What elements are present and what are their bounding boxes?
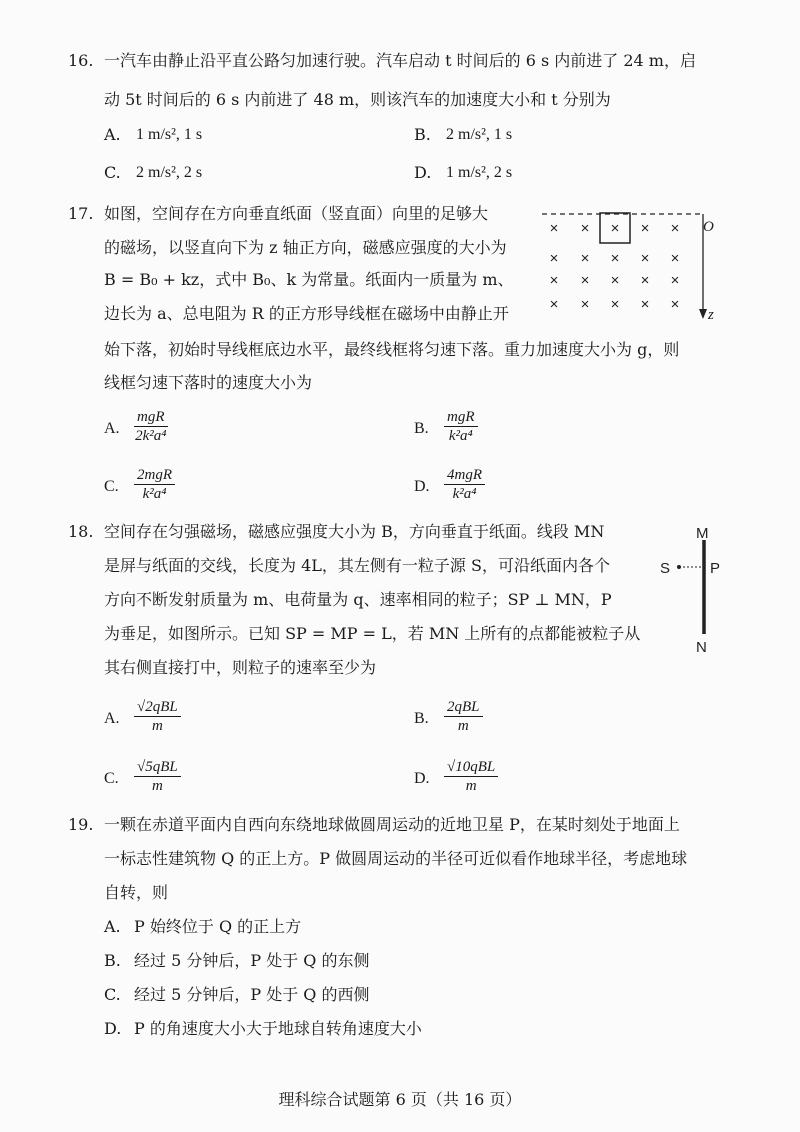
- label-n: N: [696, 639, 707, 656]
- q18-option-d-label: D.: [414, 770, 430, 787]
- field-cross-mark: ×: [640, 220, 650, 237]
- fraction-denominator: m: [151, 778, 163, 794]
- q17-stem-line6: 线框匀速下落时的速度大小为: [104, 373, 313, 392]
- q17-option-a-label: A.: [104, 420, 120, 437]
- q16-option-c-label: C.: [104, 163, 121, 182]
- label-s: S: [660, 560, 671, 577]
- field-cross-mark: ×: [549, 250, 559, 267]
- q17-option-a-fraction: [134, 408, 168, 445]
- q17-stem-line4: 边长为 a、总电阻为 R 的正方形导线框在磁场中由静止开: [104, 304, 509, 323]
- q16-option-d-text: 1 m/s², 2 s: [446, 164, 513, 181]
- q16-option-a-label: A.: [104, 125, 121, 144]
- field-cross-mark: ×: [610, 250, 620, 267]
- q16-option-b-label: B.: [414, 125, 431, 144]
- q17-stem-line5: 始下落，初始时导线框底边水平，最终线框将匀速下落。重力加速度大小为 g，则: [104, 340, 680, 359]
- origin-label: O: [703, 219, 714, 235]
- field-cross-mark: ×: [610, 272, 620, 289]
- q19-option-a-text: P 始终位于 Q 的正上方: [134, 917, 302, 936]
- q18-option-a-fraction: [134, 698, 181, 735]
- label-m: M: [696, 525, 709, 542]
- fraction-denominator: m: [457, 718, 469, 734]
- q17-number: 17.: [68, 204, 94, 223]
- fraction-numerator: √2qBL: [134, 698, 181, 717]
- fraction-numerator: mgR: [444, 408, 478, 427]
- fraction-numerator: 2mgR: [134, 466, 175, 485]
- q19-stem-line1: 一颗在赤道平面内自西向东绕地球做圆周运动的近地卫星 P，在某时刻处于地面上: [104, 815, 680, 834]
- q18-option-c-label: C.: [104, 770, 119, 787]
- fraction-numerator: 2qBL: [444, 698, 483, 717]
- q16-stem-line2: 动 5t 时间后的 6 s 内前进了 48 m，则该汽车的加速度大小和 t 分别为: [104, 90, 611, 109]
- q19-option-d-text: P 的角速度大小大于地球自转角速度大小: [134, 1019, 422, 1038]
- fraction-numerator: 4mgR: [444, 466, 485, 485]
- q18-screen-figure: [652, 522, 736, 658]
- q18-stem-line3: 方向不断发射质量为 m、电荷量为 q、速率相同的粒子；SP ⊥ MN，P: [104, 590, 612, 609]
- z-axis-label: z: [708, 307, 714, 323]
- q19-option-b-text: 经过 5 分钟后，P 处于 Q 的东侧: [134, 951, 370, 970]
- field-cross-mark: ×: [670, 272, 680, 289]
- field-cross-mark: ×: [610, 296, 620, 313]
- field-cross-mark: ×: [610, 220, 620, 237]
- field-cross-mark: ×: [670, 296, 680, 313]
- page-footer: 理科综合试题第 6 页（共 16 页）: [278, 1090, 522, 1109]
- fraction-denominator: k²a⁴: [448, 428, 473, 444]
- field-cross-mark: ×: [549, 296, 559, 313]
- q19-option-d-label: D.: [104, 1019, 122, 1038]
- q18-option-c-fraction: [134, 758, 181, 795]
- field-cross-mark: ×: [640, 250, 650, 267]
- q18-option-b-fraction: [444, 698, 483, 735]
- fraction-denominator: m: [465, 778, 477, 794]
- q19-option-c-label: C.: [104, 985, 121, 1004]
- fraction-denominator: k²a⁴: [142, 486, 167, 502]
- q17-option-b-fraction: [444, 408, 478, 445]
- field-cross-mark: ×: [640, 272, 650, 289]
- q18-stem-line4: 为垂足，如图所示。已知 SP = MP = L，若 MN 上所有的点都能被粒子从: [104, 624, 641, 643]
- q19-option-b-label: B.: [104, 951, 121, 970]
- field-cross-mark: ×: [549, 272, 559, 289]
- q18-stem-line5: 其右侧直接打中，则粒子的速率至少为: [104, 658, 377, 677]
- q18-stem-line2: 是屏与纸面的交线，长度为 4L，其左侧有一粒子源 S，可沿纸面内各个: [104, 556, 610, 575]
- fraction-denominator: m: [151, 718, 163, 734]
- label-p: P: [710, 560, 721, 577]
- q16-option-c-text: 2 m/s², 2 s: [136, 164, 203, 181]
- q16-stem-line1: 一汽车由静止沿平直公路匀加速行驶。汽车启动 t 时间后的 6 s 内前进了 24 m，启: [104, 51, 696, 70]
- fraction-denominator: k²a⁴: [452, 486, 477, 502]
- q17-option-c-label: C.: [104, 478, 119, 495]
- q16-option-d-label: D.: [414, 163, 432, 182]
- field-cross-mark: ×: [640, 296, 650, 313]
- q19-stem-line2: 一标志性建筑物 Q 的正上方。P 做圆周运动的半径可近似看作地球半径，考虑地球: [104, 849, 688, 868]
- q17-stem-line2: 的磁场，以竖直向下为 z 轴正方向，磁感应强度的大小为: [104, 238, 507, 257]
- q17-option-b-label: B.: [414, 420, 429, 437]
- q17-magnetic-field-figure: [540, 205, 730, 325]
- particle-source-dot: [677, 565, 681, 569]
- q18-number: 18.: [68, 522, 94, 541]
- q19-stem-line3: 自转，则: [104, 883, 169, 902]
- q19-number: 19.: [68, 815, 94, 834]
- field-cross-mark: ×: [580, 272, 590, 289]
- field-cross-mark: ×: [670, 220, 680, 237]
- q18-stem-line1: 空间存在匀强磁场，磁感应强度大小为 B，方向垂直于纸面。线段 MN: [104, 522, 605, 541]
- q18-option-b-label: B.: [414, 710, 429, 727]
- field-cross-mark: ×: [670, 250, 680, 267]
- fraction-numerator: √10qBL: [444, 758, 498, 777]
- field-cross-mark: ×: [580, 296, 590, 313]
- field-cross-mark: ×: [580, 250, 590, 267]
- field-cross-mark: ×: [549, 220, 559, 237]
- q17-option-d-label: D.: [414, 478, 430, 495]
- q19-option-c-text: 经过 5 分钟后，P 处于 Q 的西侧: [134, 985, 370, 1004]
- field-cross-mark: ×: [580, 220, 590, 237]
- fraction-numerator: mgR: [134, 408, 168, 427]
- q16-number: 16.: [68, 51, 94, 70]
- fraction-denominator: 2k²a⁴: [135, 428, 167, 444]
- q17-stem-line1: 如图，空间存在方向垂直纸面（竖直面）向里的足够大: [104, 204, 489, 223]
- q18-option-a-label: A.: [104, 710, 120, 727]
- q17-stem-line3: B = B₀ + kz，式中 B₀、k 为常量。纸面内一质量为 m、: [104, 270, 514, 289]
- q19-option-a-label: A.: [104, 917, 121, 936]
- fraction-numerator: √5qBL: [134, 758, 181, 777]
- q17-option-d-fraction: [444, 466, 485, 503]
- q17-option-c-fraction: [134, 466, 175, 503]
- q18-option-d-fraction: [444, 758, 498, 795]
- q16-option-a-text: 1 m/s², 1 s: [136, 126, 203, 143]
- q16-option-b-text: 2 m/s², 1 s: [446, 126, 513, 143]
